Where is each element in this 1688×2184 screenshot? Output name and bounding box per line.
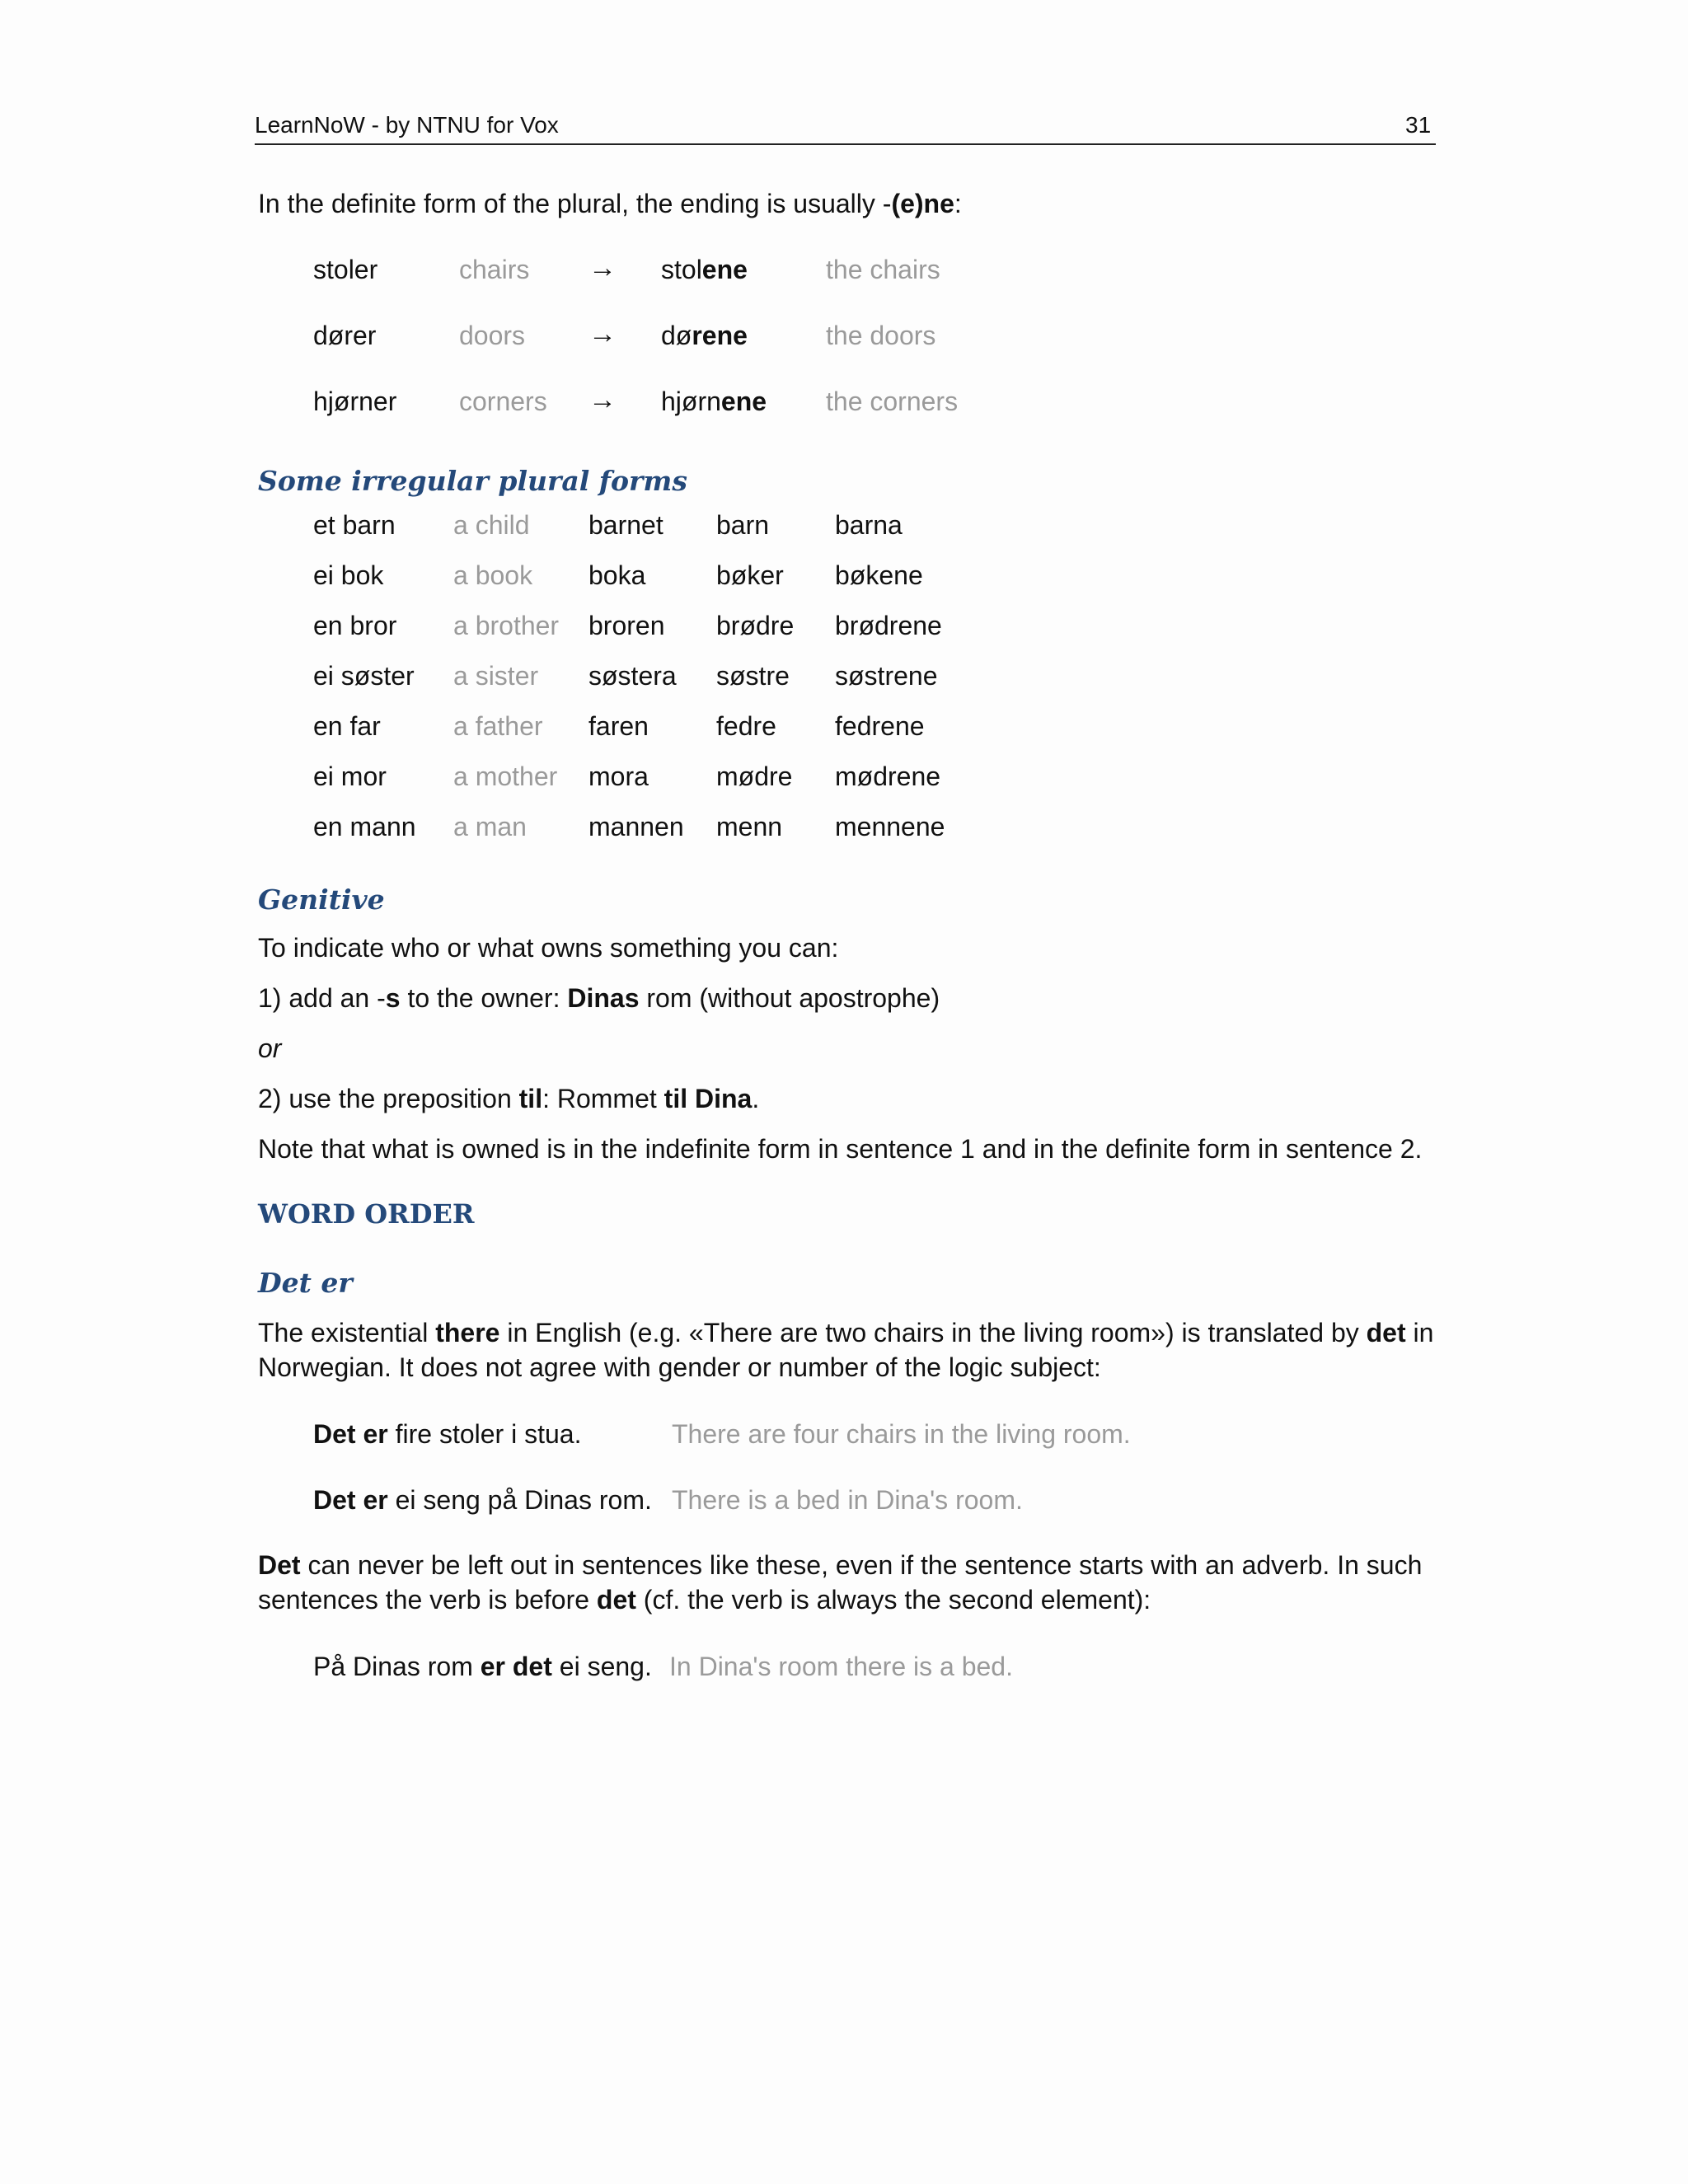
text-run: The existential (258, 1318, 436, 1347)
example-def-stem: dø (661, 321, 692, 350)
page-number: 31 (1405, 112, 1432, 138)
cell-def-sg: broren (588, 611, 665, 640)
text-run-bold: there (435, 1318, 500, 1347)
cell-indef-sg: ei søster (313, 661, 415, 691)
genitive-option-2 (258, 1081, 759, 1116)
inversion-example-english: In Dina's room there is a bed. (669, 1652, 1013, 1681)
cell-def-pl: bøkene (835, 560, 923, 590)
cell-indef-sg: ei bok (313, 560, 384, 590)
cell-def-sg: mora (588, 762, 649, 791)
genitive-or: or (258, 1033, 282, 1063)
cell-def-sg: boka (588, 560, 646, 590)
example-indef-english: corners (459, 387, 547, 416)
cell-english: a mother (453, 762, 558, 791)
subheading-det-er: Det er (258, 1267, 353, 1299)
inversion-example (313, 1649, 652, 1684)
cell-indef-pl: mødre (716, 762, 793, 791)
intro-colon: : (954, 189, 962, 218)
text-run-bold: Det er (313, 1419, 388, 1449)
text-run: På Dinas rom (313, 1652, 481, 1681)
cell-def-pl: søstrene (835, 661, 938, 691)
cell-def-sg: søstera (588, 661, 677, 691)
cell-indef-sg: en mann (313, 812, 416, 841)
det-paragraph-line-2 (258, 1582, 1151, 1617)
text-run-bold: s (385, 983, 401, 1013)
cell-english: a child (453, 510, 530, 540)
cell-indef-pl: søstre (716, 661, 790, 691)
cell-def-sg: faren (588, 711, 649, 741)
text-run: : Rommet (542, 1084, 664, 1113)
text-run: ei seng. (551, 1652, 652, 1681)
text-run: fire stoler i stua. (387, 1419, 582, 1449)
cell-def-pl: barna (835, 510, 903, 540)
cell-def-pl: mennene (835, 812, 945, 841)
example-def-stem: hjørn (661, 387, 721, 416)
cell-indef-sg: ei mor (313, 762, 387, 791)
example-def (661, 318, 748, 353)
det-er-example (313, 1417, 581, 1451)
genitive-note: Note that what is owned is in the indefinite form in sentence 1 and in the definite form in sentence 2. (258, 1134, 1423, 1164)
text-run: can never be left out in sentences like these, even if the sentence starts with an adverb. In such (300, 1550, 1423, 1580)
text-run: in English (e.g. «There are two chairs in the living room») is translated by (499, 1318, 1367, 1347)
arrow-icon: → (588, 252, 617, 284)
example-indef: dører (313, 321, 377, 350)
cell-def-pl: mødrene (835, 762, 941, 791)
cell-english: a man (453, 812, 527, 841)
text-run: rom (without apostrophe) (639, 983, 940, 1013)
arrow-icon: → (588, 318, 617, 349)
cell-indef-pl: barn (716, 510, 770, 540)
cell-indef-sg: en bror (313, 611, 397, 640)
text-run-bold: det (1366, 1318, 1406, 1347)
section-heading-genitive: Genitive (258, 883, 385, 916)
text-run-bold: det (596, 1585, 636, 1615)
cell-def-sg: barnet (588, 510, 663, 540)
text-run-bold: til Dina (663, 1084, 753, 1113)
cell-def-sg: mannen (588, 812, 684, 841)
cell-indef-sg: en far (313, 711, 381, 741)
example-def (661, 252, 748, 287)
cell-indef-pl: bøker (716, 560, 784, 590)
example-indef-english: chairs (459, 255, 530, 284)
text-run: ei seng på Dinas rom. (387, 1485, 652, 1515)
text-run-bold: til (518, 1084, 543, 1113)
intro-text: In the definite form of the plural, the ending is usually - (258, 189, 892, 218)
section-heading-irregular: Some irregular plural forms (258, 465, 687, 497)
det-er-example-english: There is a bed in Dina's room. (672, 1485, 1023, 1515)
intro-paragraph (258, 186, 962, 221)
cell-english: a father (453, 711, 543, 741)
example-def-english: the doors (826, 321, 936, 350)
text-run: 1) add an - (258, 983, 386, 1013)
genitive-intro: To indicate who or what owns something you can: (258, 933, 839, 963)
example-indef: hjørner (313, 387, 397, 416)
example-indef-english: doors (459, 321, 526, 350)
cell-indef-pl: menn (716, 812, 783, 841)
det-paragraph-line-1 (258, 1548, 1422, 1582)
cell-def-pl: brødrene (835, 611, 942, 640)
text-run: 2) use the preposition (258, 1084, 519, 1113)
det-er-example (313, 1483, 652, 1517)
example-def-stem: stol (661, 255, 702, 284)
cell-english: a sister (453, 661, 539, 691)
cell-english: a book (453, 560, 533, 590)
header-title: LearnNoW - by NTNU for Vox (255, 112, 559, 138)
example-def-english: the chairs (826, 255, 940, 284)
cell-indef-pl: brødre (716, 611, 795, 640)
cell-english: a brother (453, 611, 560, 640)
text-run: . (752, 1084, 760, 1113)
example-def-english: the corners (826, 387, 959, 416)
text-run-bold: er det (480, 1652, 552, 1681)
example-def (661, 384, 767, 419)
cell-indef-sg: et barn (313, 510, 396, 540)
example-def-ending: rene (692, 321, 748, 350)
text-run-bold: Dinas (567, 983, 640, 1013)
section-heading-word-order: WORD ORDER (258, 1198, 475, 1230)
arrow-icon: → (588, 384, 617, 415)
det-er-paragraph-line-2: Norwegian. It does not agree with gender or number of the logic subject: (258, 1352, 1101, 1382)
text-run: (cf. the verb is always the second element): (635, 1585, 1151, 1615)
text-run-bold: Det er (313, 1485, 388, 1515)
text-run: sentences the verb is before (258, 1585, 597, 1615)
intro-ending: (e)ne (891, 189, 954, 218)
det-er-example-english: There are four chairs in the living room. (672, 1419, 1131, 1449)
example-def-ending: ene (701, 255, 748, 284)
example-indef: stoler (313, 255, 378, 284)
header-rule (255, 143, 1436, 145)
text-run: in (1405, 1318, 1434, 1347)
text-run: to the owner: (400, 983, 568, 1013)
genitive-option-1 (258, 981, 940, 1015)
det-er-paragraph-line-1 (258, 1315, 1433, 1350)
example-def-ending: ene (720, 387, 767, 416)
text-run-bold: Det (258, 1550, 301, 1580)
cell-indef-pl: fedre (716, 711, 776, 741)
cell-def-pl: fedrene (835, 711, 925, 741)
